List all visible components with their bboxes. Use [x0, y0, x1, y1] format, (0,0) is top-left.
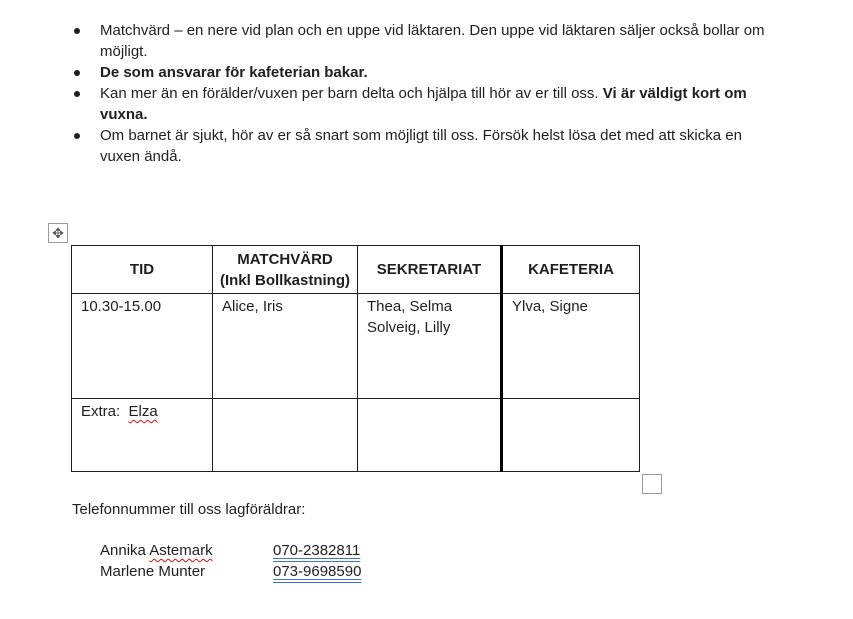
contact-row	[100, 561, 400, 582]
bullet-text: Kan mer än en förälder/vuxen per barn delta och hjälpa till hör av er till oss.	[100, 85, 603, 102]
bullet-text: Om barnet är sjukt, hör av er så snart som möjligt till oss. Försök helst lösa det med att skicka en vuxen ändå.	[100, 127, 742, 165]
bullet-item	[72, 20, 782, 62]
cell-empty[interactable]	[358, 399, 502, 472]
bullet-text-bold: Vi är väldigt kort om vuxna.	[100, 85, 747, 123]
cell-kafeteria[interactable]: Ylva, Signe	[502, 294, 640, 399]
contact-phone-link[interactable]: 073-9698590	[273, 563, 362, 580]
contact-row	[100, 540, 400, 561]
extra-name: Elza	[128, 403, 158, 420]
table-row	[72, 294, 640, 399]
header-tid: TID	[72, 246, 213, 294]
table-move-handle-icon[interactable]: ✥	[48, 223, 68, 243]
bullet-item	[72, 125, 782, 167]
bullet-text: Matchvärd – en nere vid plan och en uppe vid läktaren. Den uppe vid läktaren säljer också bollar om möjligt.	[100, 22, 765, 60]
cell-sekretariat-line2: Solveig, Lilly	[367, 319, 451, 336]
extra-label: Extra:	[81, 403, 129, 420]
bullet-text-bold: De som ansvarar för kafeterian bakar.	[100, 64, 368, 81]
table-header-row	[72, 246, 640, 294]
cell-sekretariat-line1: Thea, Selma	[367, 298, 453, 315]
contact-phone-link[interactable]: 070-2382811	[273, 542, 361, 559]
cell-empty[interactable]	[213, 399, 358, 472]
cell-empty[interactable]	[502, 399, 640, 472]
bullet-list	[72, 20, 782, 167]
table-resize-handle-icon[interactable]	[642, 474, 662, 494]
contact-name: Marlene Munter	[100, 563, 206, 580]
header-kafeteria: KAFETERIA	[502, 246, 640, 294]
bullet-item	[72, 83, 782, 125]
header-sekretariat: SEKRETARIAT	[358, 246, 502, 294]
header-matchvard	[213, 246, 358, 294]
contact-first-name: Annika	[100, 542, 150, 559]
header-matchvard-line2: (Inkl Bollkastning)	[219, 271, 350, 289]
cell-extra[interactable]	[72, 399, 213, 472]
bullet-item	[72, 62, 782, 83]
cell-tid[interactable]: 10.30-15.00	[72, 294, 213, 399]
header-matchvard-line1: MATCHVÄRD	[237, 250, 333, 268]
cell-sekretariat[interactable]	[358, 294, 502, 399]
contact-last-name: Astemark	[149, 542, 213, 559]
cell-matchvard[interactable]: Alice, Iris	[213, 294, 358, 399]
phone-title: Telefonnummer till oss lagföräldrar:	[72, 501, 306, 518]
table-row	[72, 399, 640, 472]
schedule-table	[71, 245, 640, 472]
contact-list	[100, 540, 400, 582]
